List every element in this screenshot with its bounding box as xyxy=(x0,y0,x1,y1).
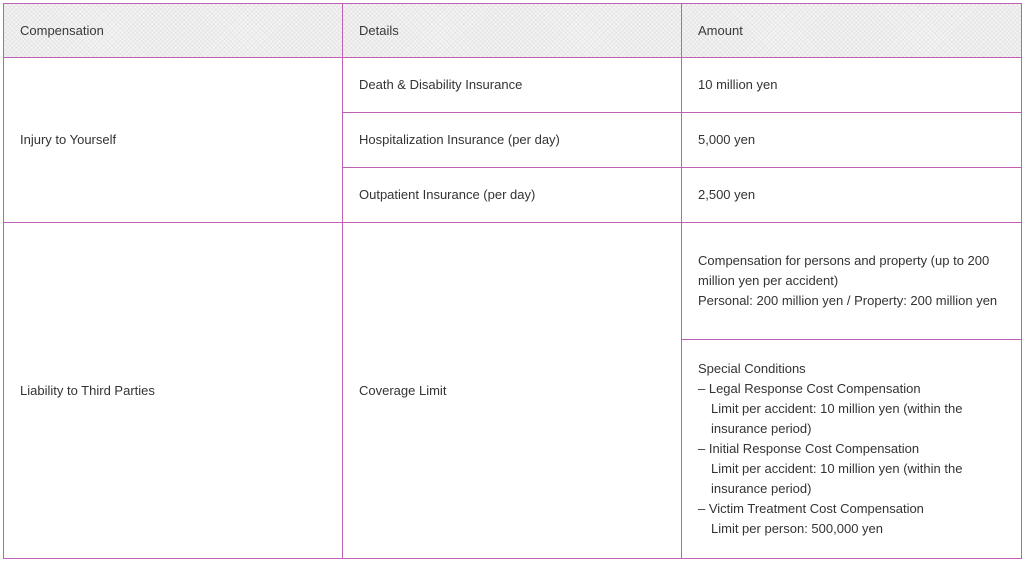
victim-treatment-title: – Victim Treatment Cost Compensation xyxy=(698,501,924,516)
persons-property-line: Compensation for persons and property (up to 200 million yen per accident) xyxy=(698,253,990,288)
header-details: Details xyxy=(343,4,682,58)
personal-property-line: Personal: 200 million yen / Property: 200 million yen xyxy=(698,293,998,308)
legal-response-title: – Legal Response Cost Compensation xyxy=(698,381,921,396)
detail-outpatient: Outpatient Insurance (per day) xyxy=(343,168,682,223)
amount-persons-property xyxy=(682,223,1022,340)
table-row xyxy=(4,58,1022,113)
table-header-row xyxy=(4,4,1022,58)
compensation-table xyxy=(3,3,1022,559)
initial-response-title: – Initial Response Cost Compensation xyxy=(698,441,920,456)
amount-death-disability: 10 million yen xyxy=(682,58,1022,113)
header-compensation: Compensation xyxy=(4,4,343,58)
table-row xyxy=(4,223,1022,340)
amount-outpatient: 2,500 yen xyxy=(682,168,1022,223)
detail-coverage-limit: Coverage Limit xyxy=(343,223,682,559)
amount-special-conditions xyxy=(682,340,1022,559)
header-amount: Amount xyxy=(682,4,1022,58)
legal-response-limit: Limit per accident: 10 million yen (within the insurance period) xyxy=(711,401,963,436)
amount-hospitalization: 5,000 yen xyxy=(682,113,1022,168)
category-injury: Injury to Yourself xyxy=(4,58,343,223)
special-conditions-title: Special Conditions xyxy=(698,361,806,376)
victim-treatment-limit: Limit per person: 500,000 yen xyxy=(711,521,883,536)
category-liability: Liability to Third Parties xyxy=(4,223,343,559)
detail-death-disability: Death & Disability Insurance xyxy=(343,58,682,113)
detail-hospitalization: Hospitalization Insurance (per day) xyxy=(343,113,682,168)
initial-response-limit: Limit per accident: 10 million yen (within the insurance period) xyxy=(711,461,963,496)
